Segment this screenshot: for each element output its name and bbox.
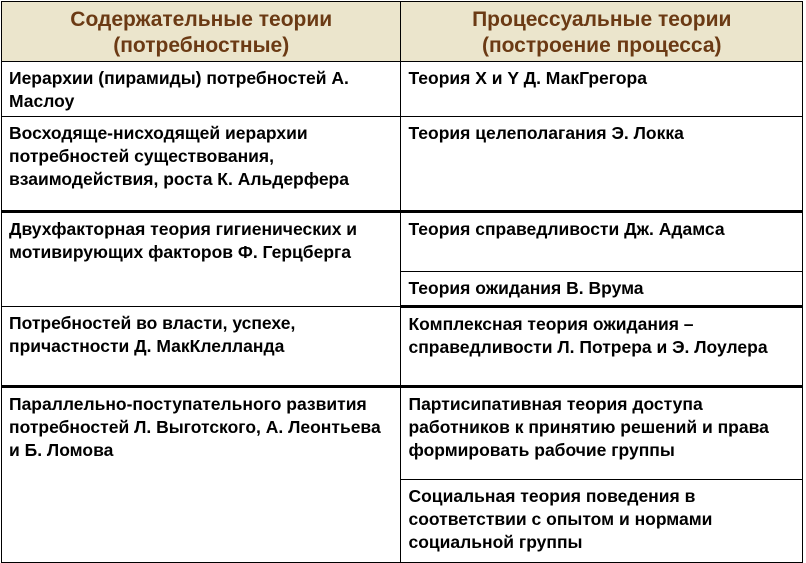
theories-table — [1, 1, 803, 563]
header-process-theories-subtitle: (построение процесса) — [481, 34, 722, 57]
content-theory-cell: Параллельно-поступательного развития потребностей Л. Выготского, А. Леонтьева и Б. Ломова — [2, 387, 401, 563]
table-row — [2, 117, 803, 212]
table-row — [2, 307, 803, 387]
content-theory-cell: Иерархии (пирамиды) потребностей А. Маслоу — [2, 62, 401, 117]
process-theory-cell: Социальная теория поведения в соответствии с опытом и нормами социальной группы — [401, 480, 803, 563]
process-theory-cell: Комплексная теория ожидания – справедливости Л. Потрера и Э. Лоулера — [401, 307, 803, 387]
table-row — [2, 387, 803, 480]
process-theory-cell: Теория X и Y Д. МакГрегора — [401, 62, 803, 117]
content-theory-cell: Восходяще-нисходящей иерархии потребностей существования, взаимодействия, роста К. Альдерфера — [2, 117, 401, 212]
content-theory-cell: Потребностей во власти, успехе, причастности Д. МакКлелланда — [2, 307, 401, 387]
process-theory-cell: Теория целеполагания Э. Локка — [401, 117, 803, 212]
header-content-theories-subtitle: (потребностные) — [113, 34, 290, 57]
table-row — [2, 212, 803, 272]
content-theory-cell: Двухфакторная теория гигиенических и мотивирующих факторов Ф. Герцберга — [2, 212, 401, 307]
process-theory-cell: Теория справедливости Дж. Адамса — [401, 212, 803, 272]
header-content-theories-title: Содержательные теории — [70, 8, 333, 31]
header-content-theories — [2, 2, 401, 62]
process-theory-cell: Теория ожидания В. Врума — [401, 272, 803, 307]
header-process-theories-title: Процессуальные теории — [472, 8, 732, 31]
table-row — [2, 62, 803, 117]
header-process-theories — [401, 2, 803, 62]
process-theory-cell: Партисипативная теория доступа работников к принятию решений и права формировать рабочие группы — [401, 387, 803, 480]
table-header-row — [2, 2, 803, 62]
